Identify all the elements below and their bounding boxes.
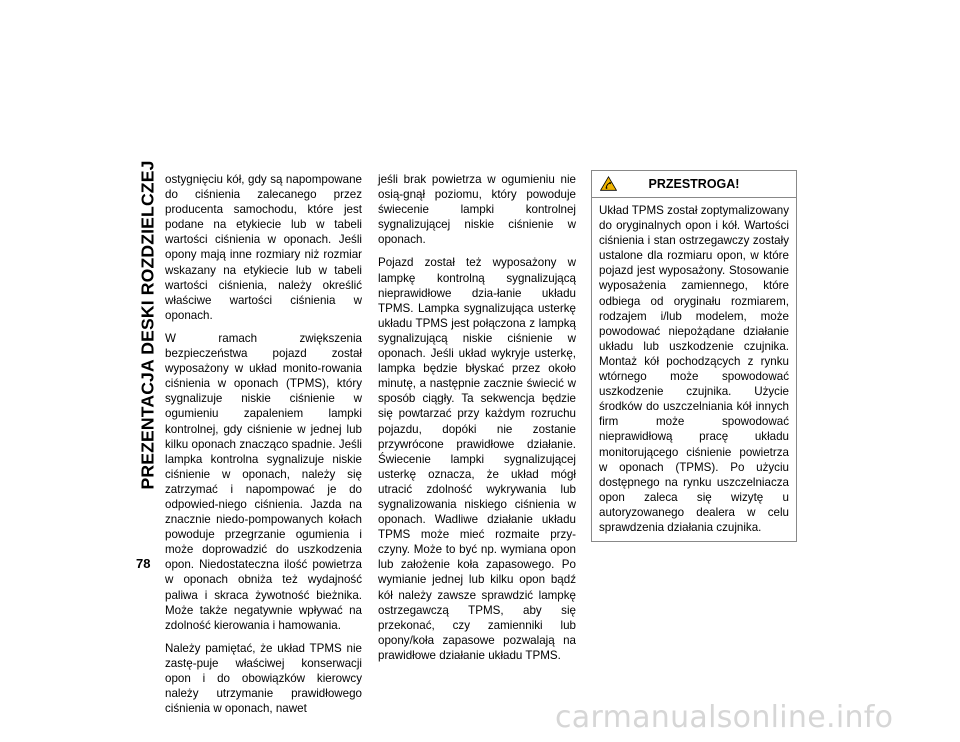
- warning-title: PRZESTROGA!: [648, 177, 740, 191]
- section-title-text: PREZENTACJA DESKI ROZDZIELCZEJ: [137, 160, 158, 490]
- paragraph: W ramach zwiększenia bezpieczeństwa pojazd został wyposażony w układ monito-rowania ciśnienia w oponach (TPMS), który sygnalizuje niskie ciśnienie w ogumieniu zapaleniem lampki kontrolnej, gdy ciśnienie w jednej lub kilku oponach znacząco spadnie. Jeśli lampka kontrolna sygnalizuje niskie ciśnienie w oponach, należy się zatrzymać i napompować je do odpowied-niego ciśnienia. Jazda na znacznie niedo-pompowanych kołach powoduje przegrzanie ogumienia i może doprowadzić do uszkodzenia opon. Niedostateczna ilość powietrza w oponach obniża też wydajność paliwa i skraca żywotność bieżnika. Może także negatywnie wpływać na zdolność kierowania i hamowania.: [165, 331, 362, 632]
- paragraph: Należy pamiętać, że układ TPMS nie zastę-puje właściwej konserwacji opon i do obowiązków kierowcy należy utrzymanie prawidłowego ciśnienia w oponach, nawet: [165, 641, 362, 716]
- paragraph: ostygnięciu kół, gdy są napompowane do ciśnienia zalecanego przez producenta samochodu, które jest podane na etykiecie lub w tabeli wartości ciśnienia w oponach. Jeśli opony mają inne rozmiary niż rozmiar wskazany na etykiecie lub w tabeli wartości ciśnienia, należy określić właściwe wartości ciśnienia w oponach.: [165, 173, 362, 322]
- warning-header: [592, 171, 796, 198]
- text-column-2: [378, 172, 576, 671]
- paragraph: jeśli brak powietrza w ogumieniu nie osią-gnął poziomu, który powoduje świecenie lampki kontrolnej sygnalizującej niskie ciśnienie w oponach.: [378, 173, 576, 247]
- text-column-1: [165, 172, 362, 724]
- section-title-vertical: [133, 160, 163, 490]
- paragraph: Pojazd został też wyposażony w lampkę kontrolną sygnalizującą nieprawidłowe dzia-łanie układu TPMS. Lampka sygnalizująca usterkę układu TPMS jest połączona z lampką sygnalizującą niskie ciśnienie w oponach. Jeśli układ wykryje usterkę, lampka będzie błyskać przez około minutę, a następnie zacznie świecić w sposób ciągły. Ta sekwencja będzie się powtarzać przy każdym rozruchu pojazdu, dopóki nie zostanie przywrócone prawidłowe działanie. Świecenie lampki sygnalizującej usterkę oznacza, że układ mógł utracić zdolność wykrywania lub sygnalizowania niskiego ciśnienia w oponach. Wadliwe działanie układu TPMS może mieć rozmaite przy-czyny. Może to być np. wymiana opon lub założenie koła zapasowego. Po wymianie jednej lub kilku opon bądź kół należy zawsze sprawdzić lampkę ostrzegawczą TPMS, aby się przekonać, czy zamienniki lub opony/koła zapasowe pozwalają na prawidłowe działanie układu TPMS.: [378, 256, 576, 662]
- warning-triangle-icon: [600, 176, 617, 191]
- warning-text: Układ TPMS został zoptymalizowany do oryginalnych opon i kół. Wartości ciśnienia i stan ostrzegawczy zostały ustalone dla rozmiaru opon, w które pojazd jest wyposażony. Stosowanie wyposażenia zamiennego, które odbiega od oryginału rozmiarem, rodzajem i/lub modelem, może powodować niepożądane działanie układu lub uszkodzenie czujnika. Montaż kół pochodzących z rynku wtórnego może spowodować uszkodzenie czujnika. Użycie środków do uszczelniania kół innych firm może spowodować nieprawidłową pracę układu monitorującego ciśnienie powietrza w oponach (TPMS). Po użyciu dostępnego na rynku uszczelniacza opon zaleca się wizytę u autoryzowanego dealera w celu sprawdzenia działania czujnika.: [599, 204, 789, 534]
- warning-box: [591, 170, 797, 542]
- watermark-text: carmanualsonline.info: [555, 700, 894, 735]
- page-number: 78: [136, 556, 151, 571]
